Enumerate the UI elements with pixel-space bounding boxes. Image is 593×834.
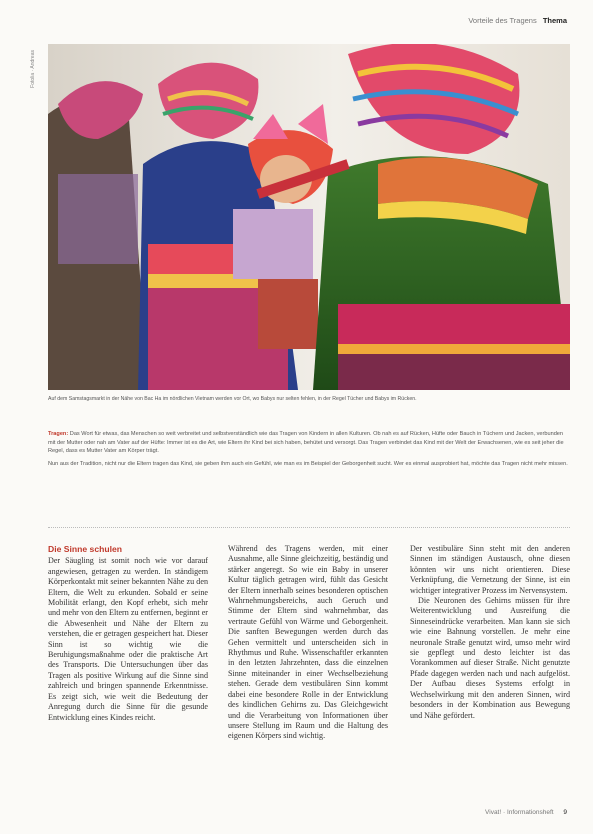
header-section: Vorteile des Tragens xyxy=(468,16,537,25)
column-3-paragraph-2: Die Neuronen des Gehirns müssen für ihre Weiterentwicklung und Ausreifung die Sinneseindrücke verarbeiten. Man kann sie sich wie eine Bahnung vorstellen. Je mehr eine neuronale Straße genutzt wird, umso mehr wird sie gepflegt und desto leichter ist das Vorankommen auf dieser Straße. Nicht genutzte Pfade dagegen werden nach und nach aufgelöst. Der Aufbau dieses Systems erfolgt in Wechselwirkung mit den anderen Sinnen, wird besonders in der Kombination aus Bewegung und Nähe gefördert. xyxy=(410,596,570,720)
footer-publication: Vivat! · Informationsheft xyxy=(485,809,554,816)
market-photo xyxy=(48,44,570,390)
article-column-3 xyxy=(410,544,570,721)
page-footer xyxy=(485,809,567,816)
photo-caption: Auf dem Samstagsmarkt in der Nähe von Bac Ha im nördlichen Vietnam werden vor Ort, wo Babys nur selten fehlen, in der Regel Tücher und Babys im Rücken. xyxy=(48,396,417,402)
column-2-paragraph: Während des Tragens werden, mit einer Ausnahme, alle Sinne gleichzeitig, beständig und stärker angeregt. So wie ein Baby in unserer Kultur täglich getragen wird, fühlt das Gesicht der Eltern innerhalb seines besonderen optischen Wahrnehmungsbereichs, auch Geruch und Stimme der Eltern sind wahrnehmbar, das vertraute Gefühl von Wärme und Geborgenheit. Die sanften Bewegungen werden durch das Gehen vermittelt und unterscheiden sich in Rhythmus und Ruhe. Wissenschaftler erkannten in den letzten Jahrzehnten, dass die einzelnen Sinne miteinander in einer Wechselbeziehung stehen. Gerade dem vestibulären Sinn kommt dabei eine besondere Rolle in der Entwicklung des kindlichen Gehirns zu. Das Gleichgewicht und die Verarbeitung von Informationen über unsere Stellung im Raum und die Haltung des eigenen Körpers sind wichtig. xyxy=(228,544,388,741)
info-lead: Tragen: xyxy=(48,431,69,437)
article-column-2 xyxy=(228,544,388,742)
info-box xyxy=(48,430,570,472)
running-header xyxy=(468,16,567,25)
column-3-paragraph-1: Der vestibuläre Sinn steht mit den anderen Sinnen im ständigen Austausch, ohne diesen könnten wir uns nicht orientieren. Diese Verknüpfung, die Vernetzung der Sinne, ist ein wichtiger integrativer Prozess im Nervensystem. xyxy=(410,544,570,595)
photo-credit: Fotolia · Andreas xyxy=(30,50,36,88)
section-heading: Die Sinne schulen xyxy=(48,544,123,554)
info-text-1: Das Wort für etwas, das Menschen so weit verbreitet und selbstverständlich wie das Tragen von Kindern in allen Kulturen. Ob nah es auf Rücken, Hüfte oder Bauch in Tüchern und Jacken, verbunden mit der Mutter oder nah am Vater auf der Hüfte: Immer ist es die Art, wie Eltern ihr Kind bei sich haben, behütet und versorgt. Das Tragen verbindet das Kind mit der Welt der Erwachsenen, wie es seit jeher die Regel, dass es Mutter Vater am Körper trägt. xyxy=(48,431,564,455)
info-paragraph-2: Nun aus der Tradition, nicht nur die Eltern tragen das Kind, sie geben ihm auch ein Gefühl, wie man es im Beispiel der Geborgenheit sucht. Wer es einmal ausprobiert hat, möchte das Tragen nicht mehr missen. xyxy=(48,460,568,467)
column-1-paragraph: Der Säugling ist somit noch wie vor darauf angewiesen, getragen zu werden. In ständigem Körperkontakt mit seiner bekannten Nähe zu den Eltern, die Welt zu erkunden. Sobald er seine Mobilität erlangt, den Kopf erhebt, sich mehr und mehr von den Eltern zu entfernen, beginnt er die Abwesenheit und Nähe der Eltern zu verstehen, die er getragen gespeichert hat. Dieser Sinn ist so wichtig wie die Beruhigungsmaßnahme oder die praktische Art des Transports. Die Untersuchungen über das Tragen als positive Wirkung auf die Sinne sind zahlreich und bringen spannende Erkenntnisse. Es zeigt sich, wie weit die Bedeutung der Anregung durch die Sinne für die gesunde Entwicklung eines Kindes reicht. xyxy=(48,556,208,722)
section-divider xyxy=(48,527,570,528)
page-number: 9 xyxy=(563,809,567,816)
market-photo-illustration xyxy=(48,44,570,390)
header-theme: Thema xyxy=(542,16,567,25)
article-column-1 xyxy=(48,544,208,723)
info-paragraph-1 xyxy=(48,430,570,456)
